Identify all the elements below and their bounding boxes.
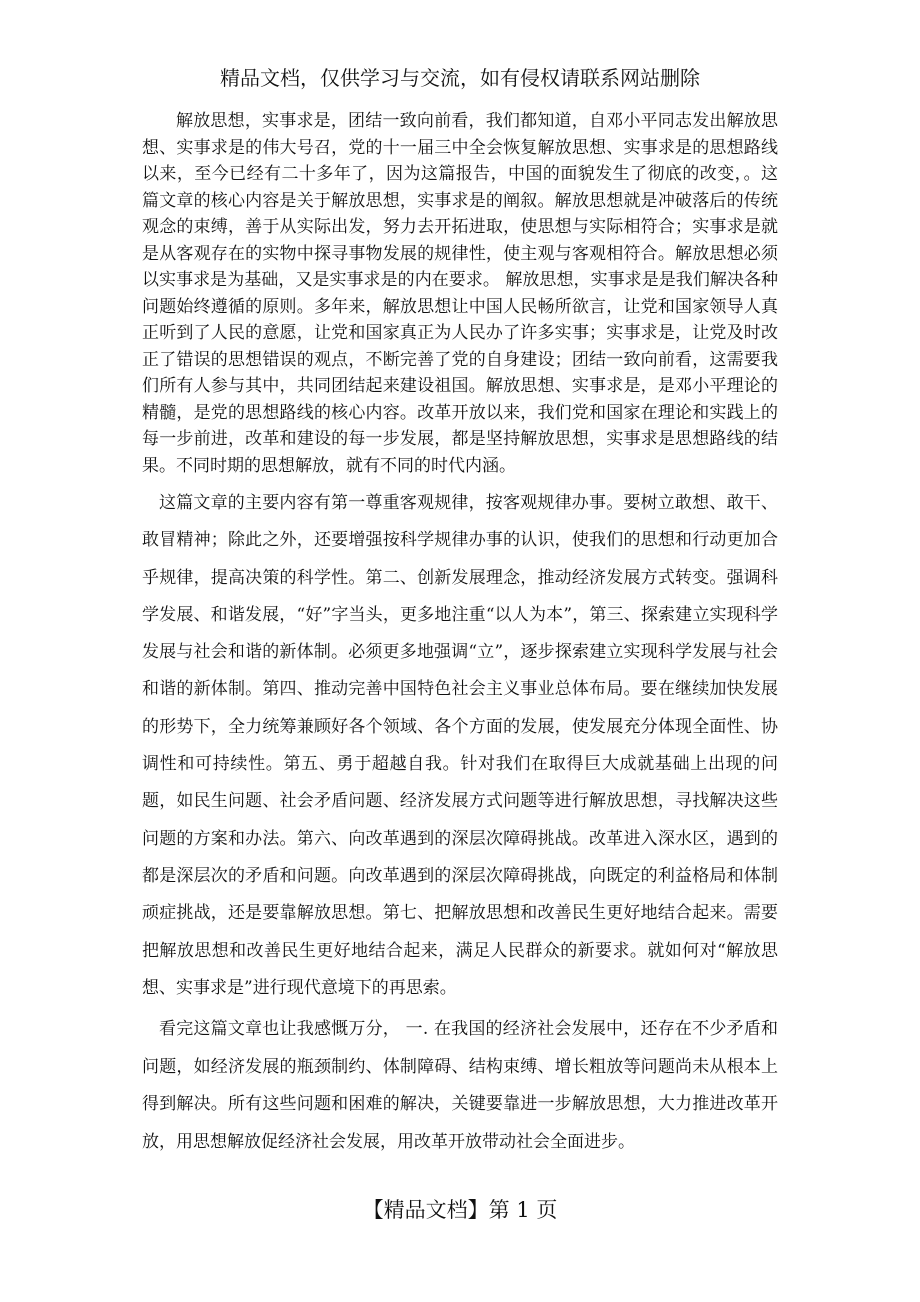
paragraph-2: 这篇文章的主要内容有第一尊重客观规律，按客观规律办事。要树立敢想、敢干、敢冒精神；除此之外，还要增强按科学规律办事的认识，使我们的思想和行动更加合乎规律，提高决策的科学性。第二、创新发展理念，推动经济发展方式转变。强调科学发展、和谐发展，“好”字当头，更多地注重“以人为本”，第三、探索建立实现科学发展与社会和谐的新体制。必须更多地强调“立”，逐步探索建立实现科学发展与社会和谐的新体制。第四、推动完善中国特色社会主义事业总体布局。要在继续加快发展的形势下，全力统筹兼顾好各个领域、各个方面的发展，使发展充分体现全面性、协调性和可持续性。第五、勇于超越自我。针对我们在取得巨大成就基础上出现的问题，如民生问题、社会矛盾问题、经济发展方式问题等进行解放思想，寻找解决这些问题的方案和办法。第六、向改革遇到的深层次障碍挑战。改革进入深水区，遇到的都是深层次的矛盾和问题。向改革遇到的深层次障碍挑战，向既定的利益格局和体制顽症挑战，还是要靠解放思想。第七、把解放思想和改善民生更好地结合起来。需要把解放思想和改善民生更好地结合起来，满足人民群众的新要求。就如何对“解放思想、实事求是”进行现代意境下的再思索。: [142, 493, 778, 998]
page-header: 精品文档，仅供学习与交流，如有侵权请联系网站删除: [220, 66, 700, 90]
document-body: [142, 108, 778, 1161]
paragraph-1: 解放思想，实事求是，团结一致向前看，我们都知道，自邓小平同志发出解放思想、实事求是的伟大号召，党的十一届三中全会恢复解放思想、实事求是的思想路线以来，至今已经有二十多年了，因为这篇报告，中国的面貌发生了彻底的改变，。这篇文章的核心内容是关于解放思想，实事求是的阐叙。解放思想就是冲破落后的传统观念的束缚，善于从实际出发，努力去开拓进取，使思想与实际相符合；实事求是就是从客观存在的实物中探寻事物发展的规律性，使主观与客观相符合。解放思想必须以实事求是为基础，又是实事求是的内在要求。 解放思想，实事求是是我们解决各种问题始终遵循的原则。多年来，解放思想让中国人民畅所欲言，让党和国家领导人真正听到了人民的意愿，让党和国家真正为人民办了许多实事；实事求是，让党及时改正了错误的思想错误的观点，不断完善了党的自身建设；团结一致向前看，这需要我们所有人参与其中，共同团结起来建设祖国。解放思想、实事求是，是邓小平理论的精髓，是党的思想路线的核心内容。改革开放以来，我们党和国家在理论和实践上的每一步前进，改革和建设的每一步发展，都是坚持解放思想，实事求是思想路线的结果。不同时期的思想解放，就有不同的时代内涵。: [142, 111, 778, 476]
page-footer: 【精品文档】第 1 页: [362, 1198, 558, 1222]
paragraph-3: 看完这篇文章也让我感慨万分， 一. 在我国的经济社会发展中，还存在不少矛盾和问题，如经济发展的瓶颈制约、体制障碍、结构束缚、增长粗放等问题尚未从根本上得到解决。所有这些问题和困难的解决，关键要靠进一步解放思想，大力推进改革开放，用思想解放促经济社会发展，用改革开放带动社会全面进步。: [142, 1019, 778, 1152]
